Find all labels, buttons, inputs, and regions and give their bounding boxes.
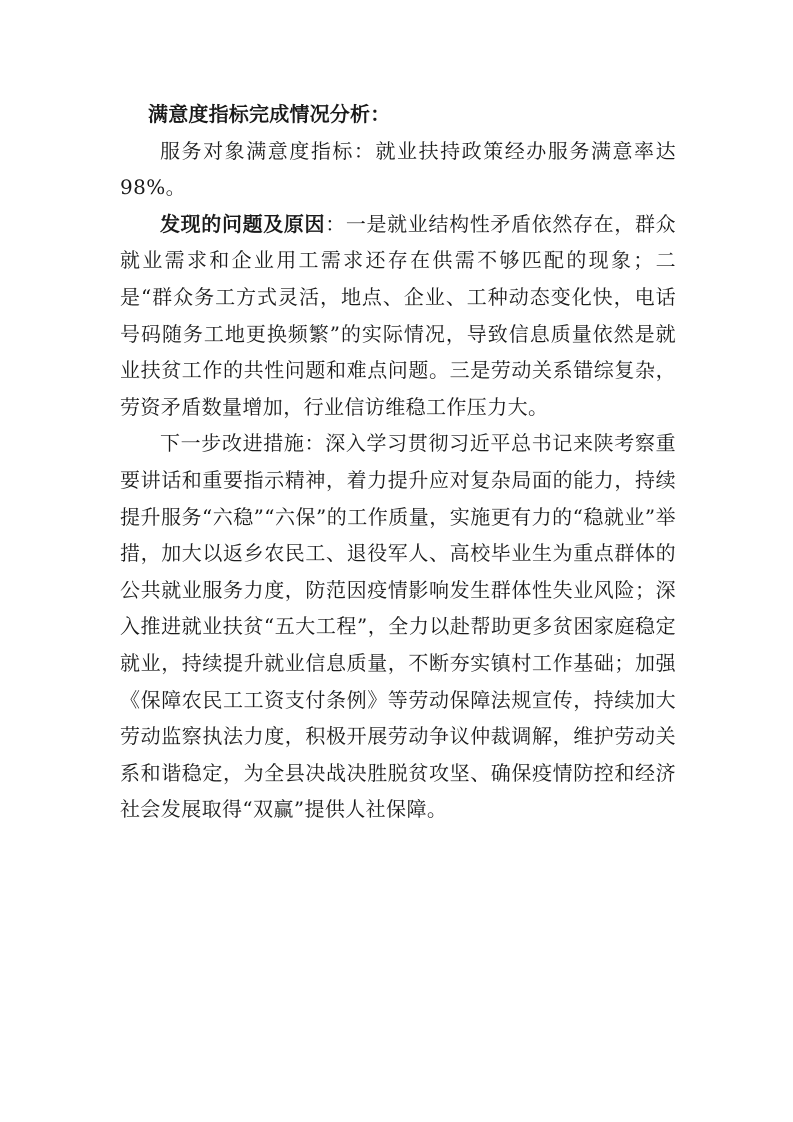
satisfaction-indicator-paragraph: 服务对象满意度指标：就业扶持政策经办服务满意率达98%。 xyxy=(120,138,676,200)
improvement-measures-paragraph: 下一步改进措施：深入学习贯彻习近平总书记来陕考察重要讲话和重要指示精神，着力提升应对复杂局面的能力，持续提升服务“六稳”“六保”的工作质量，实施更有力的“稳就业”举措，加大以返乡农民工、退役军人、高校毕业生为重点群体的公共就业服务力度，防范因疫情影响发生群体性失业风险；深入推进就业扶贫“五大工程”，全力以赴帮助更多贫困家庭稳定就业，持续提升就业信息质量，不断夯实镇村工作基础；加强《保障农民工工资支付条例》等劳动保障法规宣传，持续加大劳动监察执法力度，积极开展劳动争议仲裁调解，维护劳动关系和谐稳定，为全县决战决胜脱贫攻坚、确保疫情防控和经济社会发展取得“双赢”提供人社保障。 xyxy=(120,431,676,822)
problems-text: ：一是就业结构性矛盾依然存在，群众就业需求和企业用工需求还存在供需不够匹配的现象；二是“群众务工方式灵活，地点、企业、工种动态变化快，电话号码随务工地更换频繁”的实际情况，导致信息质量依然是就业扶贫工作的共性问题和难点问题。三是劳动关系错综复杂，劳资矛盾数量增加，行业信访维稳工作压力大。 xyxy=(120,211,676,419)
problems-label: 发现的问题及原因 xyxy=(160,211,326,236)
problems-paragraph xyxy=(120,206,676,426)
document-body xyxy=(120,96,676,828)
section-heading: 满意度指标完成情况分析： xyxy=(148,102,391,126)
